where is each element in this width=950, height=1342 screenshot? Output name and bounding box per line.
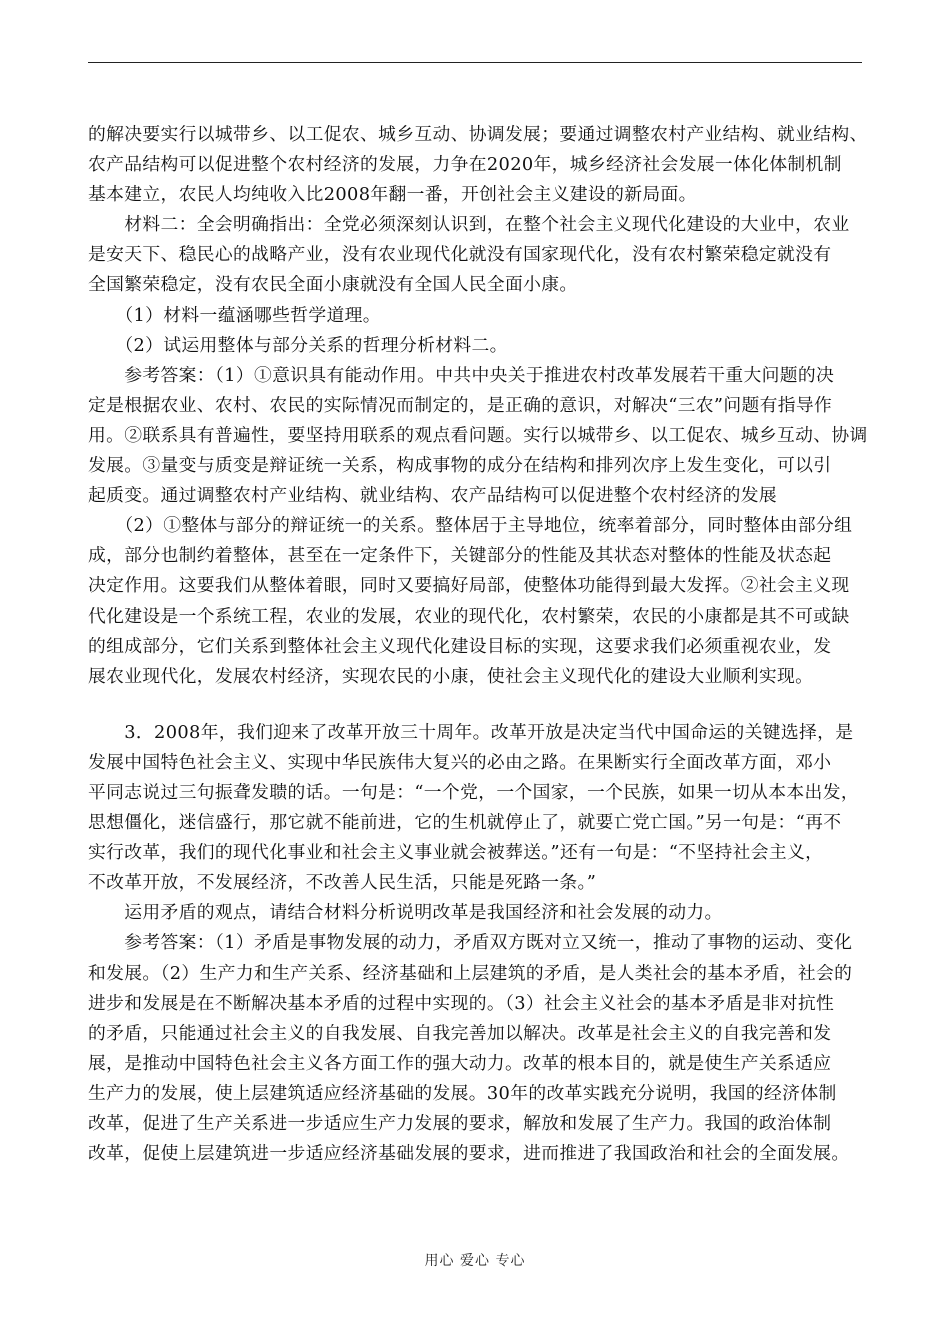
text-line: 材料二：全会明确指出：全党必须深刻认识到，在整个社会主义现代化建设的大业中，农业: [88, 214, 850, 236]
text-line: 实行改革，我们的现代化事业和社会主义事业就会被葬送。”还有一句是：“不坚持社会主义，: [88, 842, 824, 864]
text-line: （2）①整体与部分的辩证统一的关系。整体居于主导地位，统率着部分，同时整体由部分组: [88, 515, 853, 537]
text-line: 平同志说过三句振聋发聩的话。一句是：“一个党，一个国家，一个民族，如果一切从本本出发，: [88, 781, 859, 803]
text-line: 全国繁荣稳定，没有农民全面小康就没有全国人民全面小康。: [88, 274, 578, 296]
text-line: 参考答案：（1）①意识具有能动作用。中共中央关于推进农村改革发展若干重大问题的决: [88, 364, 835, 386]
text-line: 和发展。（2）生产力和生产关系、经济基础和上层建筑的矛盾，是人类社会的基本矛盾，社会的: [88, 962, 853, 984]
text-line: 决定作用。这要我们从整体着眼，同时又要搞好局部，使整体功能得到最大发挥。②社会主义现: [88, 575, 850, 597]
text-line: 起质变。通过调整农村产业结构、就业结构、农产品结构可以促进整个农村经济的发展: [88, 485, 777, 507]
blank-line: [88, 692, 864, 718]
text-line: 不改革开放，不发展经济，不改善人民生活，只能是死路一条。”: [88, 872, 597, 894]
text-line: 用。②联系具有普遍性，要坚持用联系的观点看问题。实行以城带乡、以工促农、城乡互动、协调: [88, 424, 868, 446]
text-line: 改革，促使上层建筑进一步适应经济基础发展的要求，进而推进了我国政治和社会的全面发展。: [88, 1143, 850, 1165]
text-line: 是安天下、稳民心的战略产业，没有农业现代化就没有国家现代化，没有农村繁荣稳定就没有: [88, 244, 832, 266]
text-line: 基本建立，农民人均纯收入比2008年翻一番，开创社会主义建设的新局面。: [88, 184, 697, 206]
text-line: 参考答案：（1）矛盾是事物发展的动力，矛盾双方既对立又统一，推动了事物的运动、变化: [88, 932, 853, 954]
text-line: 的矛盾，只能通过社会主义的自我发展、自我完善加以解决。改革是社会主义的自我完善和发: [88, 1022, 832, 1044]
header-rule: [88, 62, 862, 63]
text-line: （2）试运用整体与部分关系的哲理分析材料二。: [88, 334, 508, 356]
text-line: 农产品结构可以促进整个农村经济的发展，力争在2020年，城乡经济社会发展一体化体制机制: [88, 154, 842, 176]
text-line: 的组成部分，它们关系到整体社会主义现代化建设目标的实现，这要求我们必须重视农业，发: [88, 635, 832, 657]
text-line: 3．2008年，我们迎来了改革开放三十周年。改革开放是决定当代中国命运的关键选择，是: [88, 721, 854, 743]
text-line: 代化建设是一个系统工程，农业的发展，农业的现代化，农村繁荣，农民的小康都是其不可或缺: [88, 605, 850, 627]
text-line: 的解决要实行以城带乡、以工促农、城乡互动、协调发展；要通过调整农村产业结构、就业结构、: [88, 124, 868, 145]
text-line: 发展中国特色社会主义、实现中华民族伟大复兴的必由之路。在果断实行全面改革方面，邓小: [88, 751, 832, 773]
text-line: 运用矛盾的观点，请结合材料分析说明改革是我国经济和社会发展的动力。: [88, 902, 723, 924]
text-line: 成，部分也制约着整体，甚至在一定条件下，关键部分的性能及其状态对整体的性能及状态起: [88, 545, 832, 567]
text-line: 改革，促进了生产关系进一步适应生产力发展的要求，解放和发展了生产力。我国的政治体制: [88, 1113, 832, 1134]
text-line: 进步和发展是在不断解决基本矛盾的过程中实现的。（3）社会主义社会的基本矛盾是非对抗性: [88, 992, 835, 1014]
text-line: （1）材料一蕴涵哪些哲学道理。: [88, 304, 381, 326]
text-line: 思想僵化，迷信盛行，那它就不能前进，它的生机就停止了，就要亡党亡国。”另一句是：“再不: [88, 812, 842, 834]
page-footer: 用心 爱心 专心: [424, 1253, 526, 1269]
text-line: 展农业现代化，发展农村经济，实现农民的小康，使社会主义现代化的建设大业顺利实现。: [88, 665, 814, 687]
text-line: 生产力的发展，使上层建筑适应经济基础的发展。30年的改革实践充分说明，我国的经济体制: [88, 1082, 837, 1104]
text-line: 展，是推动中国特色社会主义各方面工作的强大动力。改革的根本目的，就是使生产关系适应: [88, 1052, 832, 1074]
document-body: [88, 120, 868, 1169]
text-line: 发展。③量变与质变是辩证统一关系，构成事物的成分在结构和排列次序上发生变化，可以引: [88, 455, 832, 477]
text-line: 定是根据农业、农村、农民的实际情况而制定的，是正确的意识，对解决“三农”问题有指导作: [88, 394, 833, 416]
